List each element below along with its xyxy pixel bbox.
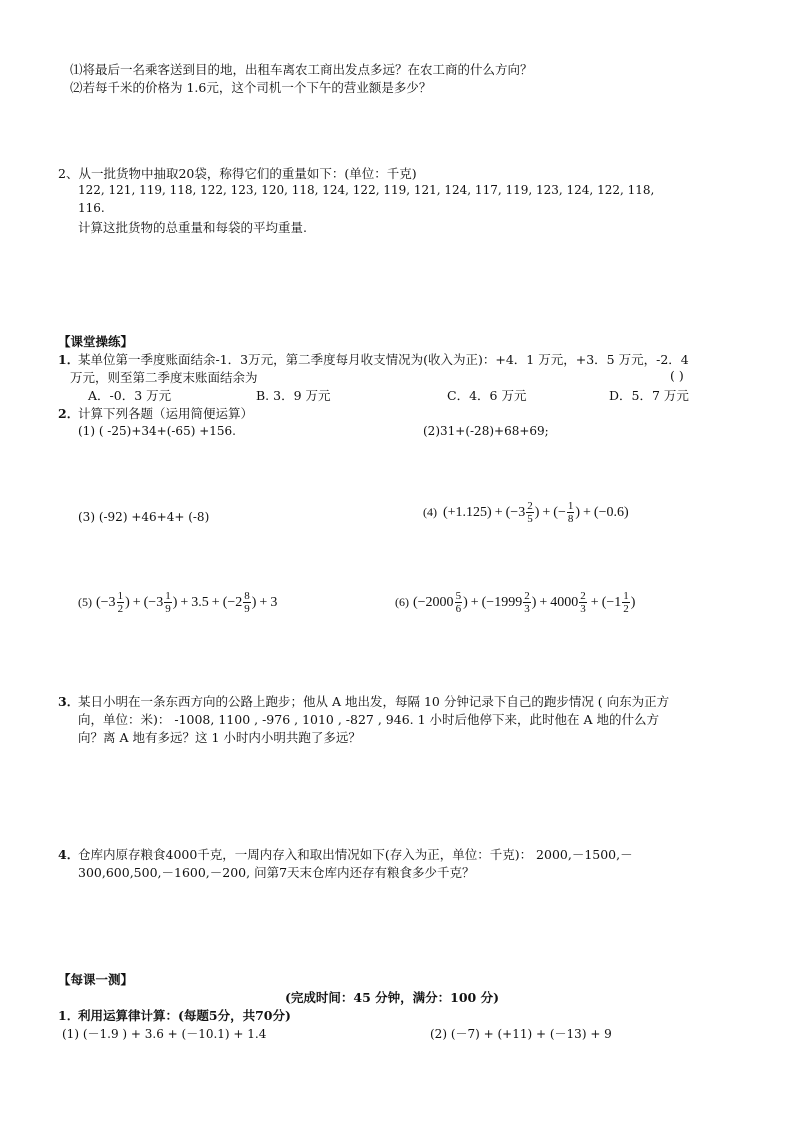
practice-q1-line2: 万元，则至第二季度末账面结余为 bbox=[70, 370, 258, 385]
expression-6: (6) (−2000 $\frac{5}{6}$ ) + (−1999 $\frac{2}{3}$ ) + 4000 $\frac{2}{3}$ + (−1 $\frac{1}{2}$ ) bbox=[395, 590, 636, 615]
expr6-term4-int: (−1 bbox=[601, 594, 622, 610]
expr4-term1: (+1.125) bbox=[443, 504, 492, 520]
problem2-data-line2: 116. bbox=[78, 201, 105, 215]
expr6-term2-int: (−1999 bbox=[481, 594, 523, 610]
expr4-frac2: $\frac{2}{5}$ bbox=[527, 500, 533, 525]
expr4-term4: (−0.6) bbox=[593, 504, 629, 520]
expr5-term5: 3 bbox=[270, 594, 278, 610]
expr6-label: (6) bbox=[395, 595, 409, 609]
expression-4: (4) (+1.125) + (−3 $\frac{2}{5}$ ) + (− $\frac{1}{8}$ ) + (−0.6) bbox=[423, 500, 629, 525]
option-c: C．4．6 万元 bbox=[447, 388, 527, 403]
expr4-term3-int: (− bbox=[553, 504, 566, 520]
expr5-term3: 3.5 bbox=[191, 594, 209, 610]
practice-q4-line1: 仓库内原存粮食4000千克，一周内存入和取出情况如下(存入为正，单位：千克)： 2000,－1500,－ bbox=[78, 847, 633, 862]
test-expression-1: (1) (－1.9 ) + 3.6 + (－10.1) + 1.4 bbox=[62, 1027, 267, 1041]
expr5-term4-int: (−2 bbox=[222, 594, 243, 610]
expr5-label: (5) bbox=[78, 595, 92, 609]
expr4-frac3: $\frac{1}{8}$ bbox=[567, 500, 574, 525]
expr6-frac4: $\frac{1}{2}$ bbox=[623, 590, 629, 615]
option-b: B. 3．9 万元 bbox=[256, 388, 331, 403]
option-d: D．5．7 万元 bbox=[609, 388, 689, 403]
test-q1-title: 利用运算律计算：(每题5分，共70分) bbox=[78, 1008, 291, 1023]
expression-5: (5) (−3 $\frac{1}{2}$ ) + (−3 $\frac{1}{9}$ ) + 3.5 + (−2 $\frac{8}{9}$ ) + 3 bbox=[78, 590, 278, 615]
expr5-term2-int: (−3 bbox=[143, 594, 164, 610]
test-time-info: (完成时间：45 分钟，满分：100 分) bbox=[285, 990, 500, 1005]
practice-q4-line2: 300,600,500,－1600,－200, 问第7天末仓库内还存有粮食多少千克？ bbox=[78, 865, 475, 880]
question-1-text: ⑴将最后一名乘客送到目的地，出租车离农工商出发点多远？在农工商的什么方向？ bbox=[70, 62, 533, 77]
practice-q2-number: 2． bbox=[58, 406, 80, 421]
test-q1-number: 1． bbox=[58, 1008, 80, 1023]
test-expression-2: (2) (－7) + (+11) + (－13) + 9 bbox=[430, 1027, 612, 1041]
problem2-data-line1: 122, 121, 119, 118, 122, 123, 120, 118, 124, 122, 119, 121, 124, 117, 119, 123, 124, 122, 118, bbox=[78, 183, 655, 197]
practice-q3-line1: 某日小明在一条东西方向的公路上跑步；他从 A 地出发，每隔 10 分钟记录下自己的跑步情况 ( 向东为正方 bbox=[78, 694, 670, 709]
expr6-frac3: $\frac{2}{3}$ bbox=[580, 590, 586, 615]
option-a: A．-0．3 万元 bbox=[88, 388, 172, 403]
practice-q4-number: 4． bbox=[58, 847, 80, 862]
test-header: 【每课一测】 bbox=[58, 972, 134, 987]
expr6-frac1: $\frac{5}{6}$ bbox=[455, 590, 462, 615]
practice-q3-line3: 向？离 A 地有多远？这 1 小时内小明共跑了多远？ bbox=[78, 730, 361, 745]
expr6-term3-int: 4000 bbox=[550, 594, 579, 610]
expr4-label: (4) bbox=[423, 505, 437, 519]
question-2-text: ⑵若每千米的价格为 1.6元，这个司机一个下午的营业额是多少？ bbox=[70, 80, 432, 95]
practice-header: 【课堂操练】 bbox=[58, 334, 134, 349]
practice-q1-line1: 某单位第一季度账面结余-1．3万元，第二季度每月收支情况为(收入为正)：+4．1 万元，+3．5 万元，-2．4 bbox=[78, 352, 689, 367]
expr5-term1-int: (−3 bbox=[96, 594, 116, 610]
expression-1: (1) ( -25)+34+(-65) +156. bbox=[78, 424, 236, 438]
practice-q2-title: 计算下列各题（运用简便运算） bbox=[78, 406, 254, 421]
expr6-frac2: $\frac{2}{3}$ bbox=[524, 590, 530, 615]
problem2-title: 2、从一批货物中抽取20袋，称得它们的重量如下：(单位：千克) bbox=[58, 166, 417, 181]
answer-paren: ( ) bbox=[670, 368, 684, 383]
expr6-term1-int: (−2000 bbox=[413, 594, 454, 610]
practice-q3-number: 3． bbox=[58, 694, 80, 709]
practice-q3-line2: 向，单位：米)： -1008, 1100 , -976 , 1010 , -827 , 946. 1 小时后他停下来，此时他在 A 地的什么方 bbox=[78, 712, 660, 727]
expression-3: (3) (-92) +46+4+ (-8) bbox=[78, 510, 210, 524]
expr4-term2-int: (−3 bbox=[505, 504, 526, 520]
expr5-frac1: $\frac{1}{2}$ bbox=[117, 590, 124, 615]
practice-q1-number: 1． bbox=[58, 352, 80, 367]
expr5-frac2: $\frac{1}{9}$ bbox=[165, 590, 171, 615]
expr5-frac4: $\frac{8}{9}$ bbox=[244, 590, 250, 615]
problem2-task: 计算这批货物的总重量和每袋的平均重量. bbox=[78, 220, 307, 235]
expression-2: (2)31+(-28)+68+69; bbox=[423, 424, 549, 438]
